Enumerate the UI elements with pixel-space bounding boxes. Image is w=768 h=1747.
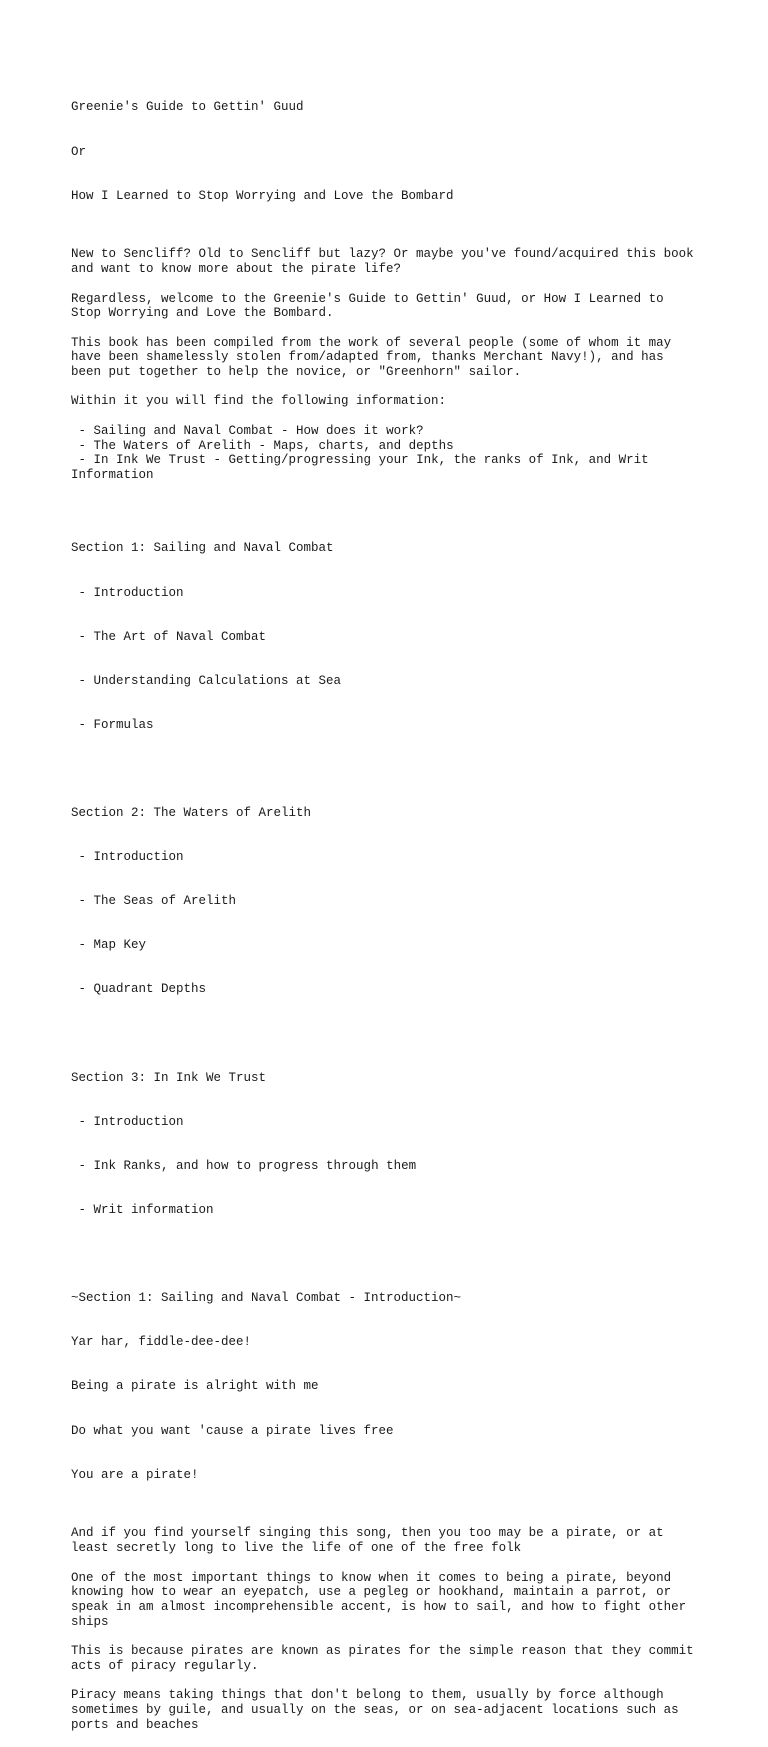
toc-item: - Introduction	[71, 585, 184, 600]
body-paragraph: One of the most important things to know when it comes to being a pirate, beyond knowing how to wear an eyepatch, use a pegleg or hookhand, maintain a parrot, or speak in am almost incomprehensible accent, is how to sail, and how to fight other ships	[71, 1570, 687, 1629]
document-page	[71, 71, 711, 1747]
body-paragraph: This is because pirates are known as pirates for the simple reason that they commit acts of piracy regularly.	[71, 1644, 694, 1673]
toc-item: - Ink Ranks, and how to progress through them	[71, 1158, 417, 1173]
title-line: How I Learned to Stop Worrying and Love the Bombard	[71, 188, 454, 203]
toc-section-2	[71, 777, 711, 1027]
overview-item: - In Ink We Trust - Getting/progressing your Ink, the ranks of Ink, and Writ Information	[71, 453, 649, 482]
song-line: Being a pirate is alright with me	[71, 1379, 319, 1394]
toc-item: - The Seas of Arelith	[71, 894, 237, 909]
toc-section-heading: Section 3: In Ink We Trust	[71, 1070, 267, 1085]
intro-paragraph: Regardless, welcome to the Greenie's Guide to Gettin' Guud, or How I Learned to Stop Worrying and Love the Bombard.	[71, 291, 664, 321]
song-line: You are a pirate!	[71, 1467, 199, 1482]
overview-list	[71, 424, 711, 483]
intro-paragraph: New to Sencliff? Old to Sencliff but lazy? Or maybe you've found/acquired this book and want to know more about the pirate life?	[71, 247, 694, 277]
toc-item: - Map Key	[71, 938, 147, 953]
body-paragraph: And if you find yourself singing this song, then you too may be a pirate, or at least secretly long to live the life of one of the free folk	[71, 1526, 664, 1556]
toc-item: - The Art of Naval Combat	[71, 629, 267, 644]
overview-item: - The Waters of Arelith - Maps, charts, and depths	[71, 438, 454, 453]
section-heading: ~Section 1: Sailing and Naval Combat - Introduction~	[71, 1291, 462, 1306]
overview-item: - Sailing and Naval Combat - How does it work?	[71, 423, 424, 438]
title-line: Greenie's Guide to Gettin' Guud	[71, 100, 304, 115]
song-line: Yar har, fiddle-dee-dee!	[71, 1335, 252, 1350]
toc-item: - Understanding Calculations at Sea	[71, 673, 342, 688]
toc-item: - Introduction	[71, 1114, 184, 1129]
section-1-intro	[71, 1262, 711, 1512]
body-paragraph: Piracy means taking things that don't belong to them, usually by force although sometimes by guile, and usually on the seas, or on sea-adjacent locations such as ports and beaches	[71, 1688, 679, 1732]
toc-item: - Formulas	[71, 717, 154, 732]
toc-section-heading: Section 2: The Waters of Arelith	[71, 806, 312, 821]
song-line: Do what you want 'cause a pirate lives free	[71, 1423, 394, 1438]
toc-section-1	[71, 512, 711, 762]
document-title	[71, 71, 711, 233]
title-line: Or	[71, 144, 87, 159]
toc-section-3	[71, 1041, 711, 1247]
intro-paragraph: Within it you will find the following information:	[71, 394, 447, 409]
toc-item: - Introduction	[71, 850, 184, 865]
toc-section-heading: Section 1: Sailing and Naval Combat	[71, 541, 334, 556]
toc-item: - Writ information	[71, 1203, 214, 1217]
intro-paragraph: This book has been compiled from the work of several people (some of whom it may have been shamelessly stolen from/adapted from, thanks Merchant Navy!), and has been put together to help the novice, or "Greenhorn" sailor.	[71, 335, 672, 380]
toc-item: - Quadrant Depths	[71, 982, 207, 997]
